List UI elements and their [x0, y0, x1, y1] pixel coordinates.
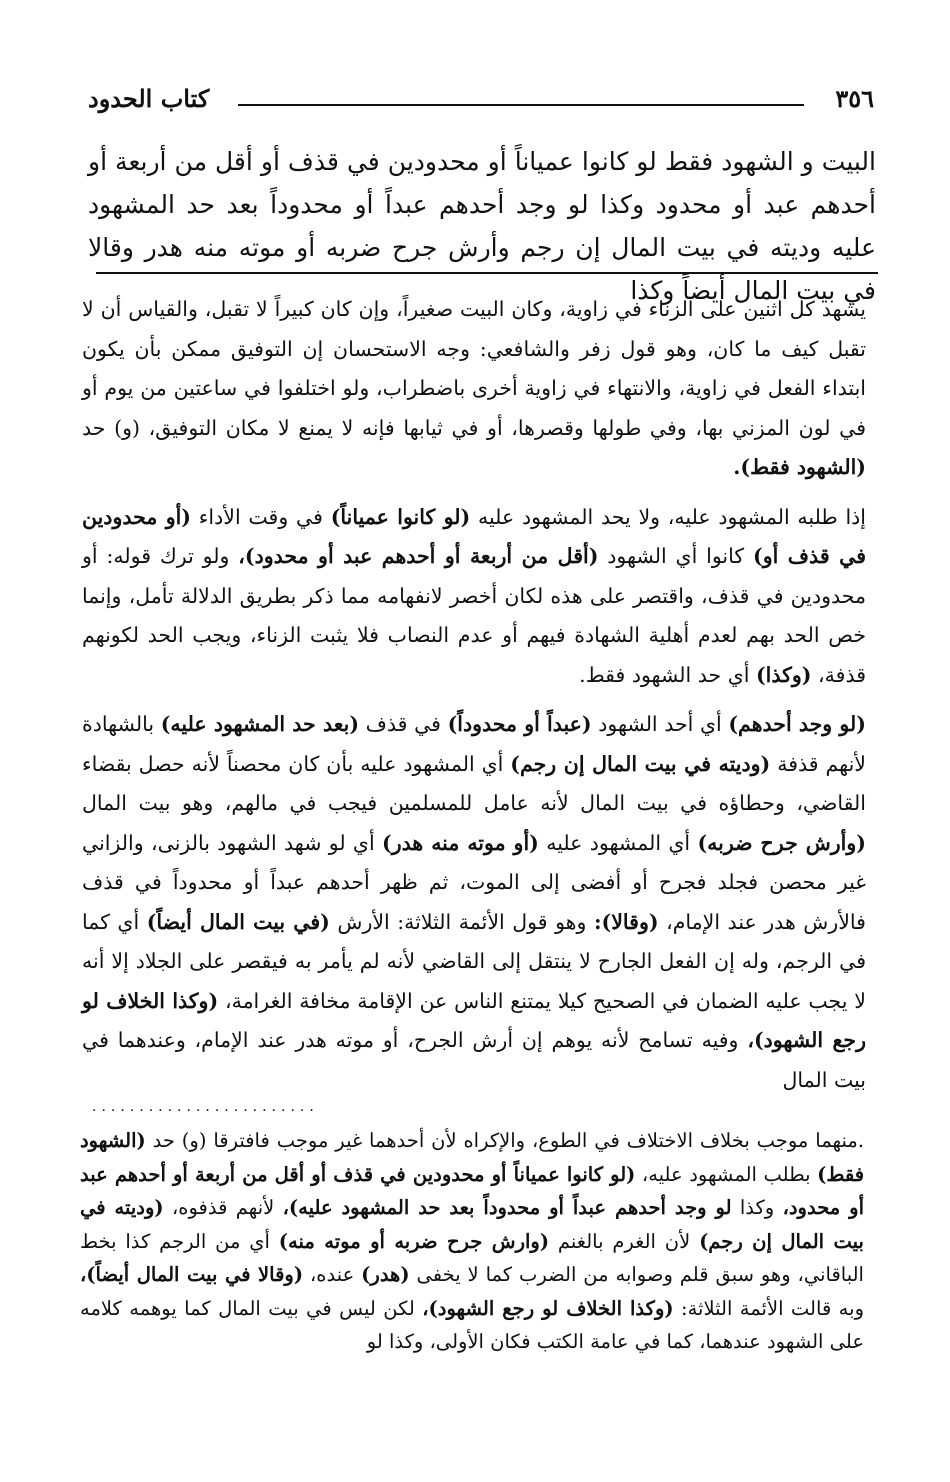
footnote-block	[80, 1124, 864, 1359]
footnote-paragraph: .منهما موجب بخلاف الاختلاف في الطوع، والإكراه لأن أحدهما غير موجب فافترقا (و) حد (الشهود فقط) بطلب المشهود عليه، (لو كانوا عمياناً أو محدودين في قذف أو أقل من أربعة أو أحدهم عبد أو محدود، وكذا لو وجد أحدهم عبداً أو محدوداً بعد حد المشهود عليه)، لأنهم قذفوه، (وديته في بيت المال إن رجم) لأن الغرم بالغنم (وارش جرح ضربه أو موته منه) أي من الرجم كذا بخط الباقاني، وهو سبق قلم وصوابه من الضرب كما لا يخفى (هدر) عنده، (وقالا في بيت المال أيضاً)، وبه قالت الأئمة الثلاثة: (وكذا الخلاف لو رجع الشهود)، لكن ليس في بيت المال كما يوهمه كلامه على الشهود عندهما، كما في عامة الكتب فكان الأولى، وكذا لو	[80, 1129, 865, 1353]
book-title: كتاب الحدود	[88, 84, 210, 113]
commentary-paragraph-2: إذا طلبه المشهود عليه، ولا يحد المشهود عليه (لو كانوا عمياناً) في وقت الأداء (أو محدودين في قذف أو) كانوا أي الشهود (أقل من أربعة أو أحدهم عبد أو محدود)، ولو ترك قوله: أو محدودين في قذف، واقتصر على هذه لكان أخصر لانفهامه مما ذكر بطريق الدلالة تأمل، وإنما خص الحد بهم لعدم أهلية الشهادة فيهم أو عدم النصاب فلا يثبت الزناء، ويجب الحد لكونهم قذفة، (وكذا) أي حد الشهود فقط.	[82, 504, 866, 687]
footnote-dotted-divider: ........................	[92, 1099, 319, 1115]
commentary-block	[82, 290, 866, 1110]
matn-divider-rule	[96, 272, 878, 274]
commentary-paragraph-1: يشهد كل اثنين على الزناء في زاوية، وكان البيت صغيراً، وإن كان كبيراً لا تقبل، والقياس أن لا تقبل كيف ما كان، وهو قول زفر والشافعي: وجه الاستحسان إن التوفيق ممكن بأن يكون ابتداء الفعل في زاوية، والانتهاء في زاوية أخرى باضطراب، ولو اختلفوا في ساعتين من يوم أو في لون المزني بها، وفي طولها وقصرها، أو في ثيابها فإنه لا يمنع لا مكان التوفيق، (و) حد (الشهود فقط).	[82, 297, 866, 479]
commentary-paragraph-3: (لو وجد أحدهم) أي أحد الشهود (عبداً أو محدوداً) في قذف (بعد حد المشهود عليه) بالشهادة لأنهم قذفة (وديته في بيت المال إن رجم) أي المشهود عليه بأن كان محصناً لأنه حصل بقضاء القاضي، وحطاؤه في بيت المال لأنه عامل للمسلمين فيجب في مالهم، وهو بيت المال (وأرش جرح ضربه) أي المشهود عليه (أو موته منه هدر) أي لو شهد الشهود بالزنى، والزاني غير محصن فجلد فجرح أو أفضى إلى الموت، ثم ظهر أحدهم عبداً أو محدوداً في قذف فالأرش هدر عند الإمام، (وقالا): وهو قول الأئمة الثلاثة: الأرش (في بيت المال أيضاً) أي كما في الرجم، وله إن الفعل الجارح لا ينتقل إلى القاضي لأنه لم يأمر به فيقصر على الجلاد إلا أنه لا يجب عليه الضمان في الصحيح كيلا يمتنع الناس عن الإقامة مخافة الغرامة، (وكذا الخلاف لو رجع الشهود)، وفيه تسامح لأنه يوهم إن أرش الجرح، أو موته هدر عند الإمام، وعندهما في بيت المال	[82, 712, 866, 1092]
page-header	[88, 82, 874, 122]
matn-paragraph: البيت و الشهود فقط لو كانوا عمياناً أو محدودين في قذف أو أقل من أربعة أو أحدهم عبد أو محدود وكذا لو وجد أحدهم عبداً أو محدوداً بعد حد المشهود عليه وديته في بيت المال إن رجم وأرش جرح ضربه أو موته منه هدر وقالا في بيت المال أيضاً وكذا	[88, 147, 876, 305]
page-number: ٣٥٦	[835, 84, 874, 113]
header-rule	[238, 104, 804, 106]
matn-text-block	[88, 140, 876, 312]
